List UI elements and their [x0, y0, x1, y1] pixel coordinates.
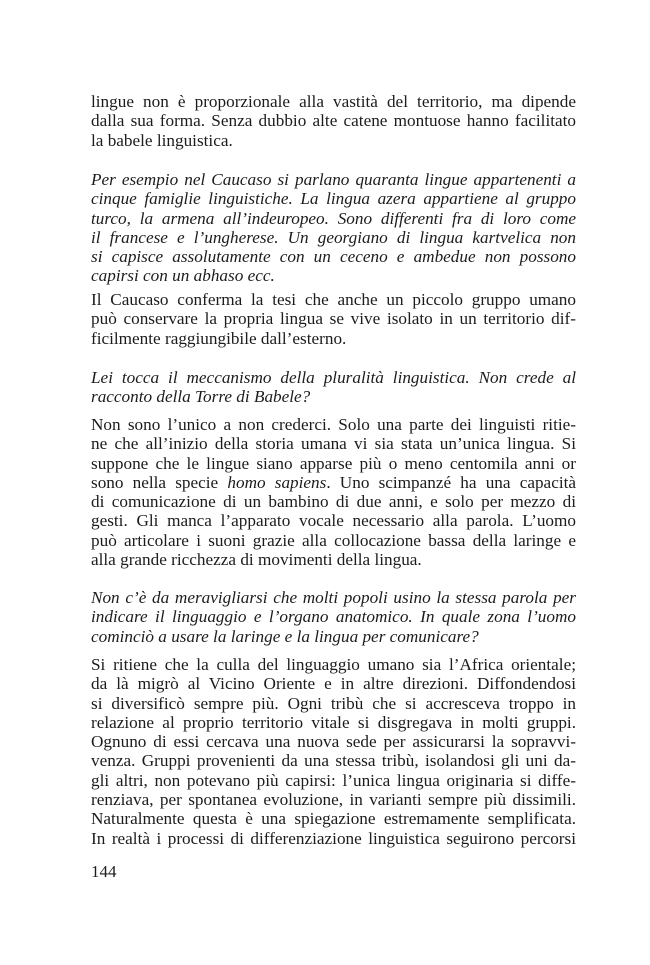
text-line: racconto della Torre di Babele?: [91, 387, 311, 407]
text-line: indicare il linguaggio e l’organo anatomico. In quale zona l’uomo: [91, 607, 576, 627]
text-segment: sono nella specie: [91, 472, 228, 492]
text-line: il francese e l’ungherese. Un georgiano di lingua kartvelica non: [91, 227, 576, 247]
text-line: si capisce assolutamente con un ceceno e ambedue non possono: [91, 247, 576, 267]
text-line: turco, la armena all’indeuropeo. Sono differenti fra di loro come: [91, 208, 576, 228]
text-line: suppone che le lingue siano apparse più o meno centomila anni or: [91, 453, 576, 473]
text-line: Non sono l’unico a non crederci. Solo una parte dei linguisti ritie-: [91, 415, 576, 434]
text-line: relazione al proprio territorio vitale si disgregava in molti gruppi.: [91, 712, 576, 732]
interview-answer: [91, 92, 576, 150]
interview-answer: [91, 655, 576, 848]
text-line: Il Caucaso conferma la tesi che anche un piccolo gruppo umano: [91, 290, 576, 309]
text-line: può conservare la propria lingua se vive isolato in un territorio dif-: [91, 309, 576, 329]
interview-question: [91, 588, 576, 646]
text-line: di comunicazione di un bambino di due anni, e solo per mezzo di: [91, 492, 576, 512]
interview-answer: [91, 290, 576, 348]
text-line: dalla sua forma. Senza dubbio alte catene montuose hanno facilitato: [91, 111, 576, 131]
text-line: gesti. Gli manca l’apparato vocale necessario alla parola. L’uomo: [91, 511, 576, 531]
text-line: cinque famiglie linguistiche. La lingua azera appartiene al gruppo: [91, 189, 576, 209]
interview-answer: [91, 415, 576, 569]
text-line: Per esempio nel Caucaso si parlano quaranta lingue appartenenti a: [91, 170, 576, 189]
text-line: Lei tocca il meccanismo della pluralità linguistica. Non crede al: [91, 368, 576, 387]
text-segment: . Uno scimpanzé ha una capacità: [326, 472, 576, 492]
page-number: 144: [91, 862, 117, 881]
text-line: Naturalmente questa è una spiegazione estremamente semplificata.: [91, 809, 576, 829]
interview-question: [91, 170, 576, 286]
text-line: da là migrò al Vicino Oriente e in altre direzioni. Diffondendosi: [91, 674, 576, 694]
text-line: venza. Gruppi provenienti da una stessa tribù, isolandosi gli uni da-: [91, 751, 576, 771]
text-line: Ognuno di essi cercava una nuova sede per assicurarsi la sopravvi-: [91, 732, 576, 752]
text-line: renziava, per spontanea evoluzione, in varianti sempre più dissimili.: [91, 790, 576, 810]
interview-question: [91, 368, 576, 407]
text-line: ficilmente raggiungibile dall’esterno.: [91, 328, 347, 348]
text-line: [91, 473, 576, 492]
text-line: Non c’è da meravigliarsi che molti popoli usino la stessa parola per: [91, 588, 576, 607]
text-line: si diversificò sempre più. Ogni tribù che si accresceva troppo in: [91, 693, 576, 713]
text-line: gli altri, non potevano più capirsi: l’unica lingua originaria si diffe-: [91, 770, 576, 790]
text-line: In realtà i processi di differenziazione linguistica seguirono percorsi: [91, 828, 576, 848]
text-line: Si ritiene che la culla del linguaggio umano sia l’Africa orientale;: [91, 655, 576, 674]
text-line: lingue non è proporzionale alla vastità del territorio, ma dipende: [91, 92, 576, 111]
text-line: alla grande ricchezza di movimenti della lingua.: [91, 550, 422, 570]
text-line: cominciò a usare la laringe e la lingua per comunicare?: [91, 626, 479, 646]
text-line: ne che all’inizio della storia umana vi sia stata un’unica lingua. Si: [91, 434, 576, 454]
text-line: capirsi con un abhaso ecc.: [91, 266, 275, 286]
italic-term: homo sapiens: [227, 472, 327, 492]
text-line: può articolare i suoni grazie alla collocazione bassa della laringe e: [91, 530, 576, 550]
text-line: la babele linguistica.: [91, 130, 233, 150]
